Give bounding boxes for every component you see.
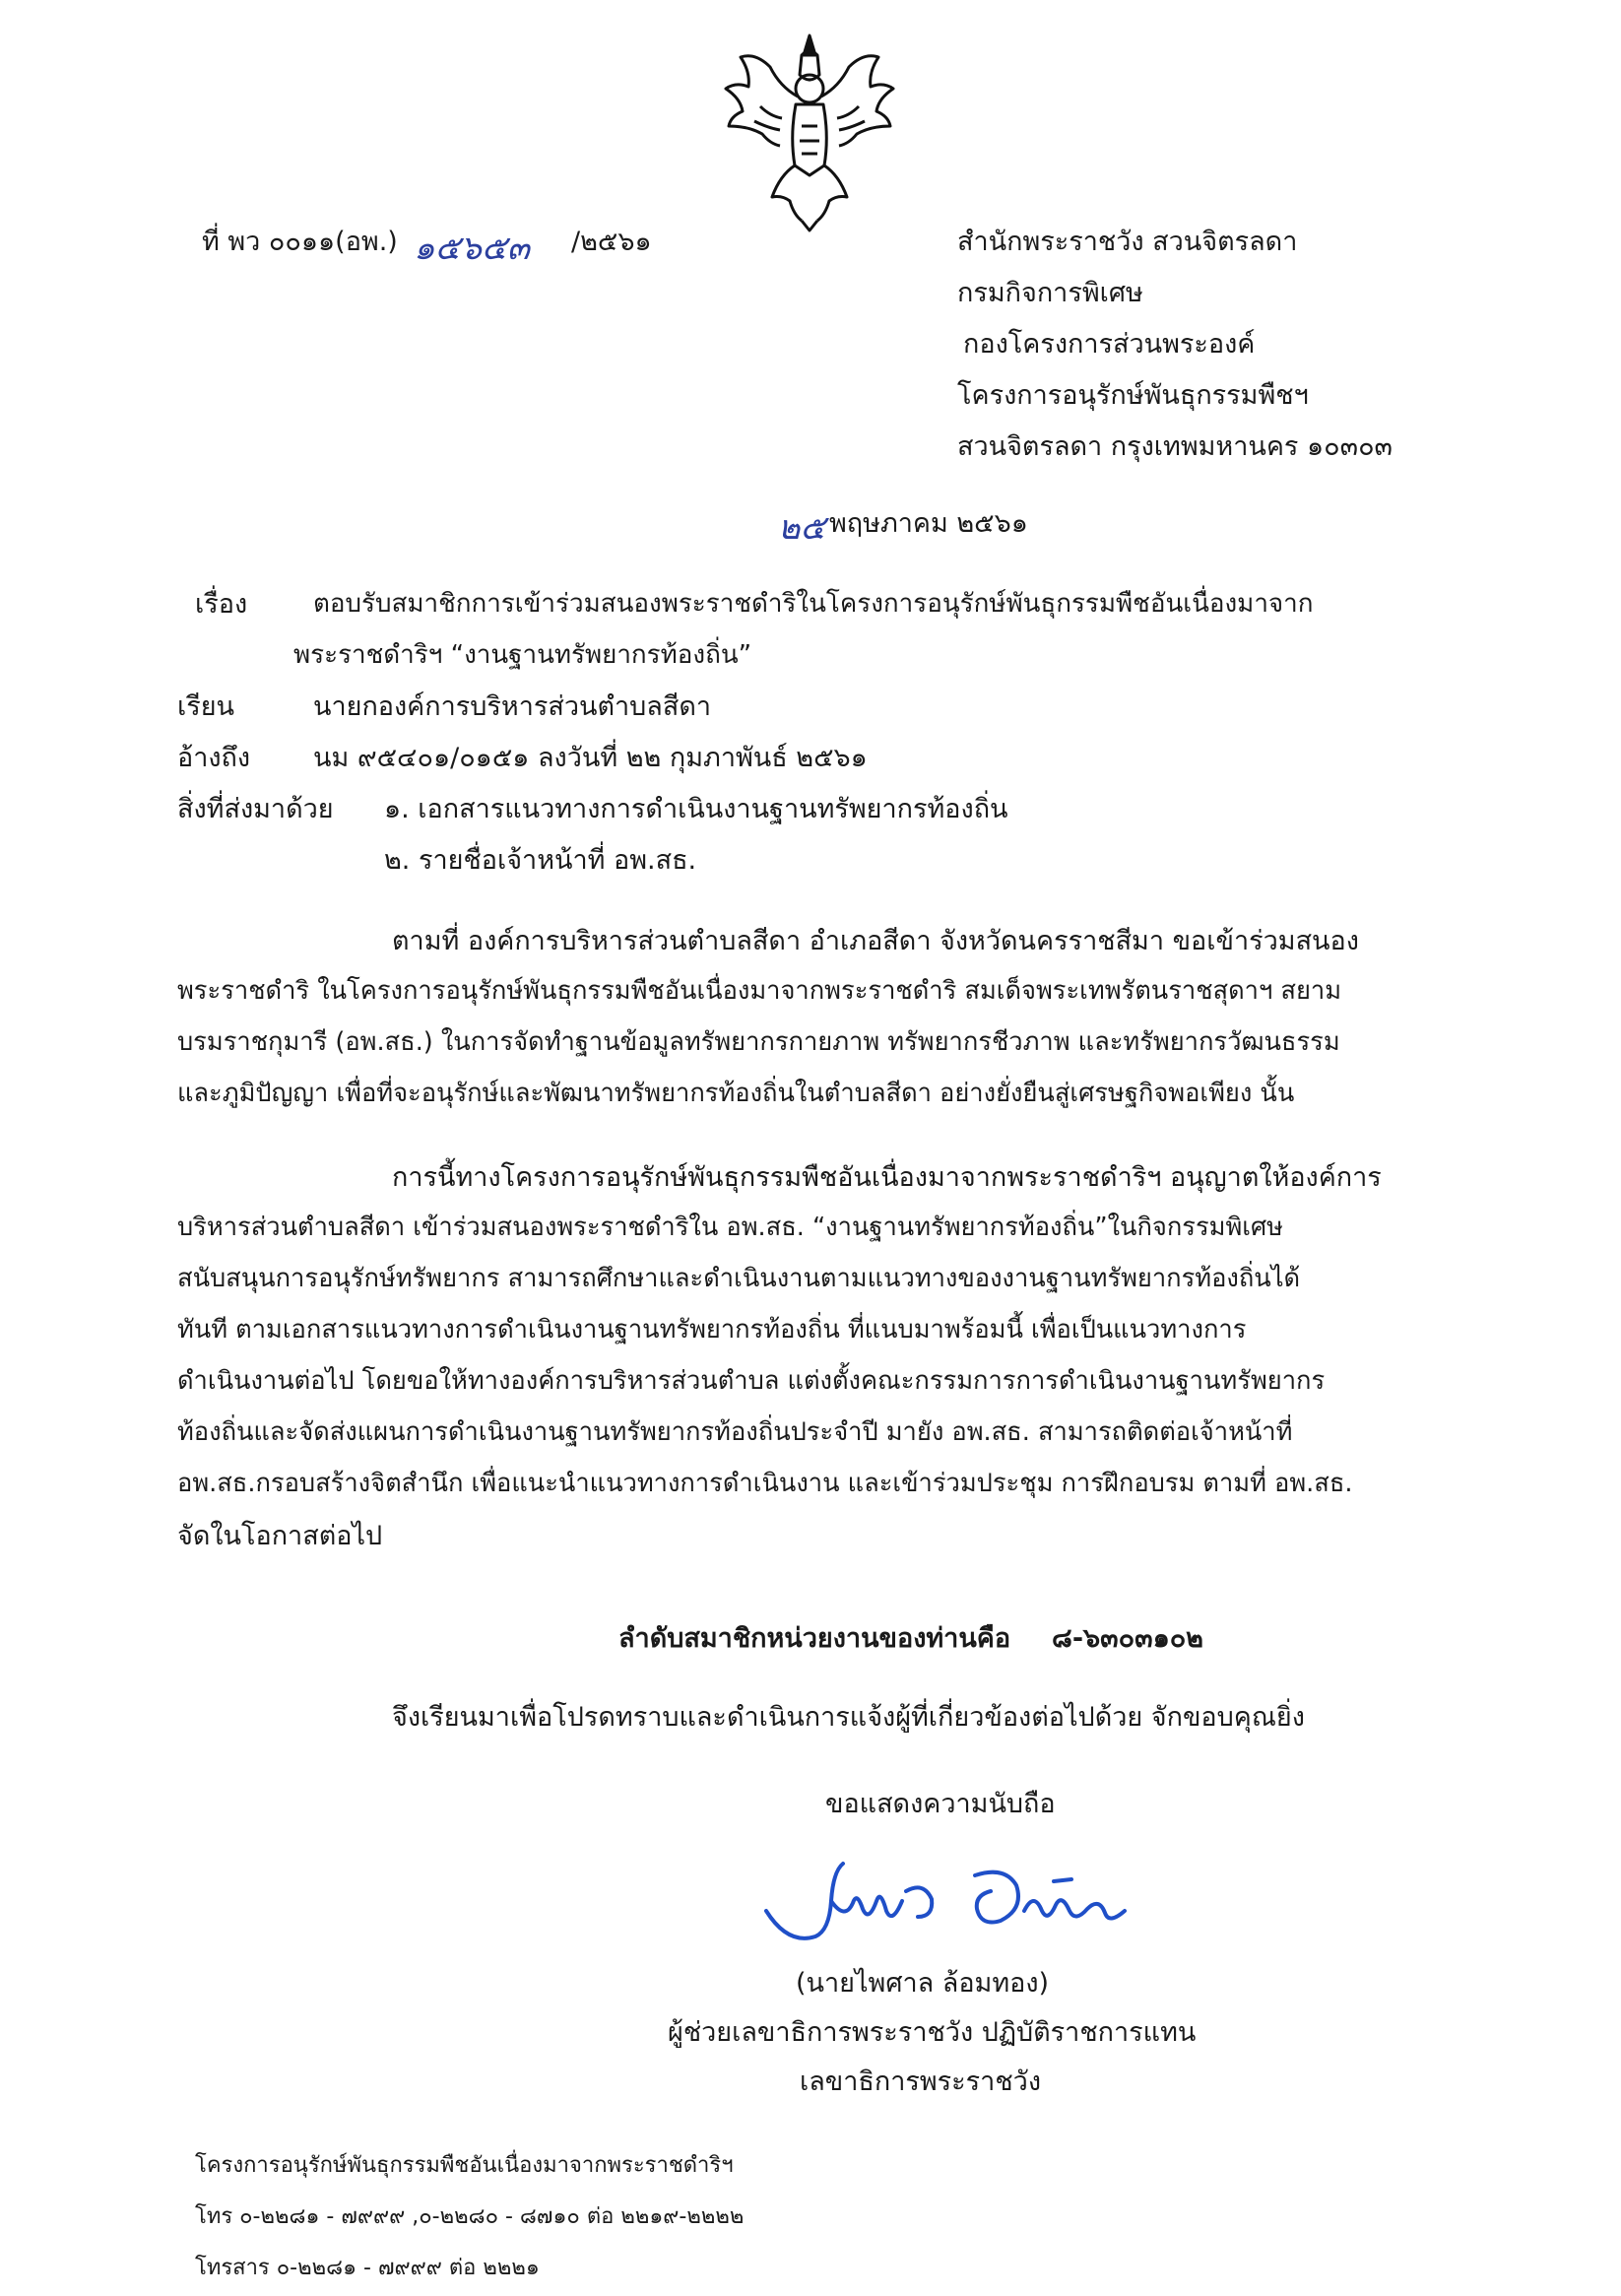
handwritten-reference-number: ๑๕๖๕๓ — [414, 229, 530, 268]
subject-line-1: ตอบรับสมาชิกการเข้าร่วมสนองพระราชดำริในโครงการอนุรักษ์พันธุกรรมพืชอันเนื่องมาจาก — [313, 589, 1314, 619]
paragraph-1-line-4: และภูมิปัญญา เพื่อที่จะอนุรักษ์และพัฒนาทรัพยากรท้องถิ่นในตำบลสีดา อย่างยั่งยืนสู่เศรษฐกิจพอเพียง นั้น — [177, 1079, 1295, 1108]
salutation: ขอแสดงความนับถือ — [825, 1789, 1056, 1819]
garuda-emblem-icon — [711, 28, 908, 234]
reference-value: นม ๙๕๔๐๑/๐๑๕๑ ลงวันที่ ๒๒ กุมภาพันธ์ ๒๕๖๑ — [313, 743, 868, 773]
paragraph-2-line-4: ทันที ตามเอกสารแนวทางการดำเนินงานฐานทรัพยากรท้องถิ่น ที่แนบมาพร้อมนี้ เพื่อเป็นแนวทางการ — [177, 1315, 1247, 1345]
sender-line-5: สวนจิตรลดา กรุงเทพมหานคร ๑๐๓๐๓ — [957, 431, 1394, 462]
reference-label: อ้างถึง — [177, 743, 251, 773]
subject-line-2: พระราชดำริฯ “งานฐานทรัพยากรท้องถิ่น” — [293, 640, 752, 670]
paragraph-1-line-1: ตามที่ องค์การบริหารส่วนตำบลสีดา อำเภอสีดา จังหวัดนครราชสีมา ขอเข้าร่วมสนอง — [392, 926, 1359, 956]
member-number: ๘-๖๓๐๓๑๐๒ — [1052, 1623, 1203, 1654]
signatory-title-2: เลขาธิการพระราชวัง — [800, 2066, 1042, 2097]
subject-label: เรื่อง — [195, 589, 248, 620]
enclosures-label: สิ่งที่ส่งมาด้วย — [177, 794, 334, 824]
sender-line-2: กรมกิจการพิเศษ — [957, 278, 1143, 308]
sender-line-3: กองโครงการส่วนพระองค์ — [963, 329, 1256, 360]
reference-year: /๒๕๖๑ — [571, 227, 652, 257]
sender-line-1: สำนักพระราชวัง สวนจิตรลดา — [957, 227, 1298, 257]
paragraph-2-line-5: ดำเนินงานต่อไป โดยขอให้ทางองค์การบริหารส่วนตำบล แต่งตั้งคณะกรรมการการดำเนินงานฐานทรัพยากร — [177, 1366, 1326, 1396]
closing-request: จึงเรียนมาเพื่อโปรดทราบและดำเนินการแจ้งผู้ที่เกี่ยวข้องต่อไปด้วย จักขอบคุณยิ่ง — [392, 1702, 1305, 1733]
signatory-name: (นายไพศาล ล้อมทอง) — [796, 1968, 1050, 1999]
paragraph-2-line-1: การนี้ทางโครงการอนุรักษ์พันธุกรรมพืชอันเนื่องมาจากพระราชดำริฯ อนุญาตให้องค์การ — [392, 1162, 1382, 1193]
handwritten-date-day: ๒๕ — [778, 508, 826, 548]
member-number-label: ลำดับสมาชิกหน่วยงานของท่านคือ — [618, 1623, 1011, 1654]
paragraph-1-line-3: บรมราชกุมารี (อพ.สธ.) ในการจัดทำฐานข้อมูลทรัพยากรกายภาพ ทรัพยากรชีวภาพ และทรัพยากรวัฒนธรรม — [177, 1027, 1340, 1057]
paragraph-2-line-2: บริหารส่วนตำบลสีดา เข้าร่วมสนองพระราชดำริใน อพ.สธ. “งานฐานทรัพยากรท้องถิ่น”ในกิจกรรมพิเศษ — [177, 1213, 1283, 1242]
paragraph-2-line-7: อพ.สธ.กรอบสร้างจิตสำนึก เพื่อแนะนำแนวทางการดำเนินงาน และเข้าร่วมประชุม การฝึกอบรม ตามที่ อพ.สธ. — [177, 1469, 1353, 1498]
footer-fax: โทรสาร ๐-๒๒๘๑ - ๗๙๙๙ ต่อ ๒๒๒๑ — [195, 2256, 540, 2280]
paragraph-1-line-2: พระราชดำริ ในโครงการอนุรักษ์พันธุกรรมพืชอันเนื่องมาจากพระราชดำริ สมเด็จพระเทพรัตนราชสุดาฯ สยาม — [177, 976, 1342, 1006]
enclosure-item-2: ๒. รายชื่อเจ้าหน้าที่ อพ.สธ. — [384, 845, 697, 876]
footer-organization: โครงการอนุรักษ์พันธุกรรมพืชอันเนื่องมาจากพระราชดำริฯ — [195, 2153, 734, 2178]
paragraph-2-line-8: จัดในโอกาสต่อไป — [177, 1521, 383, 1551]
footer-phone: โทร ๐-๒๒๘๑ - ๗๙๙๙ ,๐-๒๒๘๐ - ๘๗๑๐ ต่อ ๒๒๑๙-๒๒๒๒ — [195, 2204, 745, 2229]
sender-line-4: โครงการอนุรักษ์พันธุกรรมพืชฯ — [957, 380, 1309, 411]
to-label: เรียน — [177, 691, 235, 722]
date-month-year: พฤษภาคม ๒๕๖๑ — [829, 508, 1028, 539]
reference-prefix: ที่ พว ๐๐๑๑(อพ.) — [202, 227, 398, 257]
enclosure-item-1: ๑. เอกสารแนวทางการดำเนินงานฐานทรัพยากรท้องถิ่น — [384, 794, 1008, 824]
signatory-title-1: ผู้ช่วยเลขาธิการพระราชวัง ปฏิบัติราชการแทน — [668, 2017, 1197, 2048]
handwritten-signature — [758, 1852, 1133, 1960]
to-value: นายกองค์การบริหารส่วนตำบลสีดา — [313, 691, 712, 722]
paragraph-2-line-6: ท้องถิ่นและจัดส่งแผนการดำเนินงานฐานทรัพยากรท้องถิ่นประจำปี มายัง อพ.สธ. สามารถติดต่อเจ้าหน้าที่ — [177, 1417, 1293, 1447]
paragraph-2-line-3: สนับสนุนการอนุรักษ์ทรัพยากร สามารถศึกษาและดำเนินงานตามแนวทางของงานฐานทรัพยากรท้องถิ่นได้ — [177, 1264, 1301, 1293]
